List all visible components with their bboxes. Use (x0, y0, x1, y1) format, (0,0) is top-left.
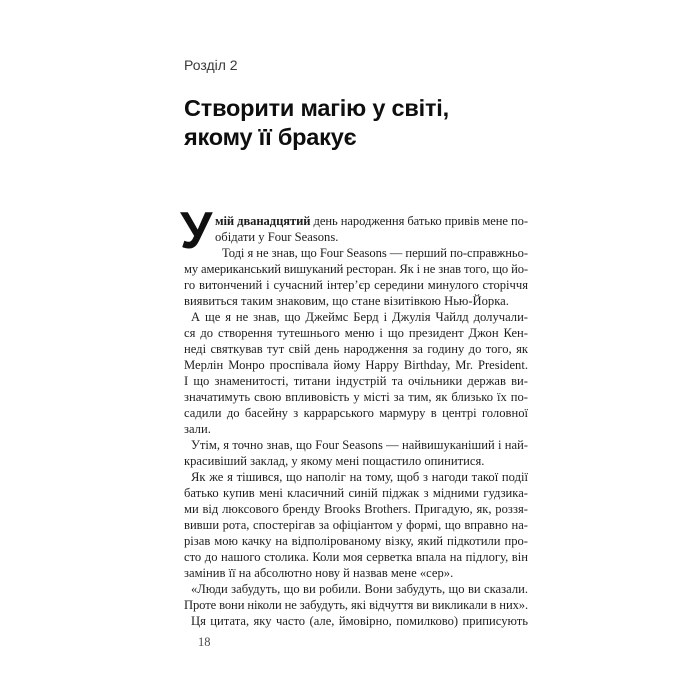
text-line: замінив її на абсолютно нову й назвав мене «сер». (184, 566, 454, 580)
text-line: сто до нашого столика. Коли моя серветка впала на підлогу, він (184, 550, 528, 564)
text-line: виявиться таким знаковим, що стане візитівкою Нью-Йорка. (184, 294, 509, 308)
chapter-title-line-2: якому її бракує (184, 124, 357, 150)
text-line: обідати у Four Seasons. (215, 230, 339, 244)
text-line: батько купив мені класичний синій піджак з мідними гудзика- (184, 486, 528, 500)
text-line: ми від люксового бренду Brooks Brothers. Пригадую, як, роззя- (184, 502, 528, 516)
body-text (180, 202, 528, 629)
text-line: Як же я тішився, що наполіг на тому, щоб з нагоди такої події (191, 470, 528, 484)
text-line: різав мою качку на відполірованому візку, який підкотили про- (184, 534, 528, 548)
text-line: Тоді я не знав, що Four Seasons — перший по-справжньо- (222, 246, 528, 260)
text-column (180, 0, 528, 649)
text-line: Проте вони ніколи не забудуть, які відчуття ви викликали в них». (184, 598, 528, 612)
text-line: ся до створення тутешнього меню і що президент Джон Кен- (184, 326, 528, 340)
text-line: неді святкував тут свій день народження за годину до того, як (184, 342, 528, 356)
text-line: зали. (184, 422, 211, 436)
chapter-label: Розділ 2 (184, 57, 238, 73)
text-line: Ця цитата, яку часто (але, ймовірно, помилково) приписують (191, 614, 528, 628)
text-line: му американський вишуканий ресторан. Як і не знав того, що йо- (184, 262, 528, 276)
text-line: вивши рота, спостерігав за офіціантом у формі, що вправно на- (184, 518, 528, 532)
chapter-title-line-1: Створити магію у світі, (184, 95, 449, 121)
chapter-title (184, 94, 528, 152)
page-number: 18 (198, 635, 211, 649)
drop-cap: У (180, 202, 213, 260)
text-line: мій дванадцятий день народження батько привів мене по- (215, 214, 528, 228)
text-line: садили до басейну з каррарського мармуру в центрі головної (184, 406, 528, 420)
text-line: Утім, я точно знав, що Four Seasons — найвишуканіший і най- (191, 438, 528, 452)
text-line: красивіший заклад, у якому мені пощастило опинитися. (184, 454, 485, 468)
text-line: Мерлін Монро проспівала йому Happy Birthday, Mr. President. (184, 358, 528, 372)
text-line: го витончений і сучасний інтер’єр середини минулого сторіччя (184, 278, 528, 292)
text-line: «Люди забудуть, що ви робили. Вони забудуть, що ви сказали. (191, 582, 528, 596)
body-lines (184, 213, 528, 629)
text-line: А ще я не знав, що Джеймс Берд і Джулія Чайлд долучали- (191, 310, 528, 324)
text-line: І що знаменитості, титани індустрій та очільники держав ви- (184, 374, 528, 388)
text-line: значатимуть свою впливовість у місті за тим, як близько їх по- (184, 390, 528, 404)
